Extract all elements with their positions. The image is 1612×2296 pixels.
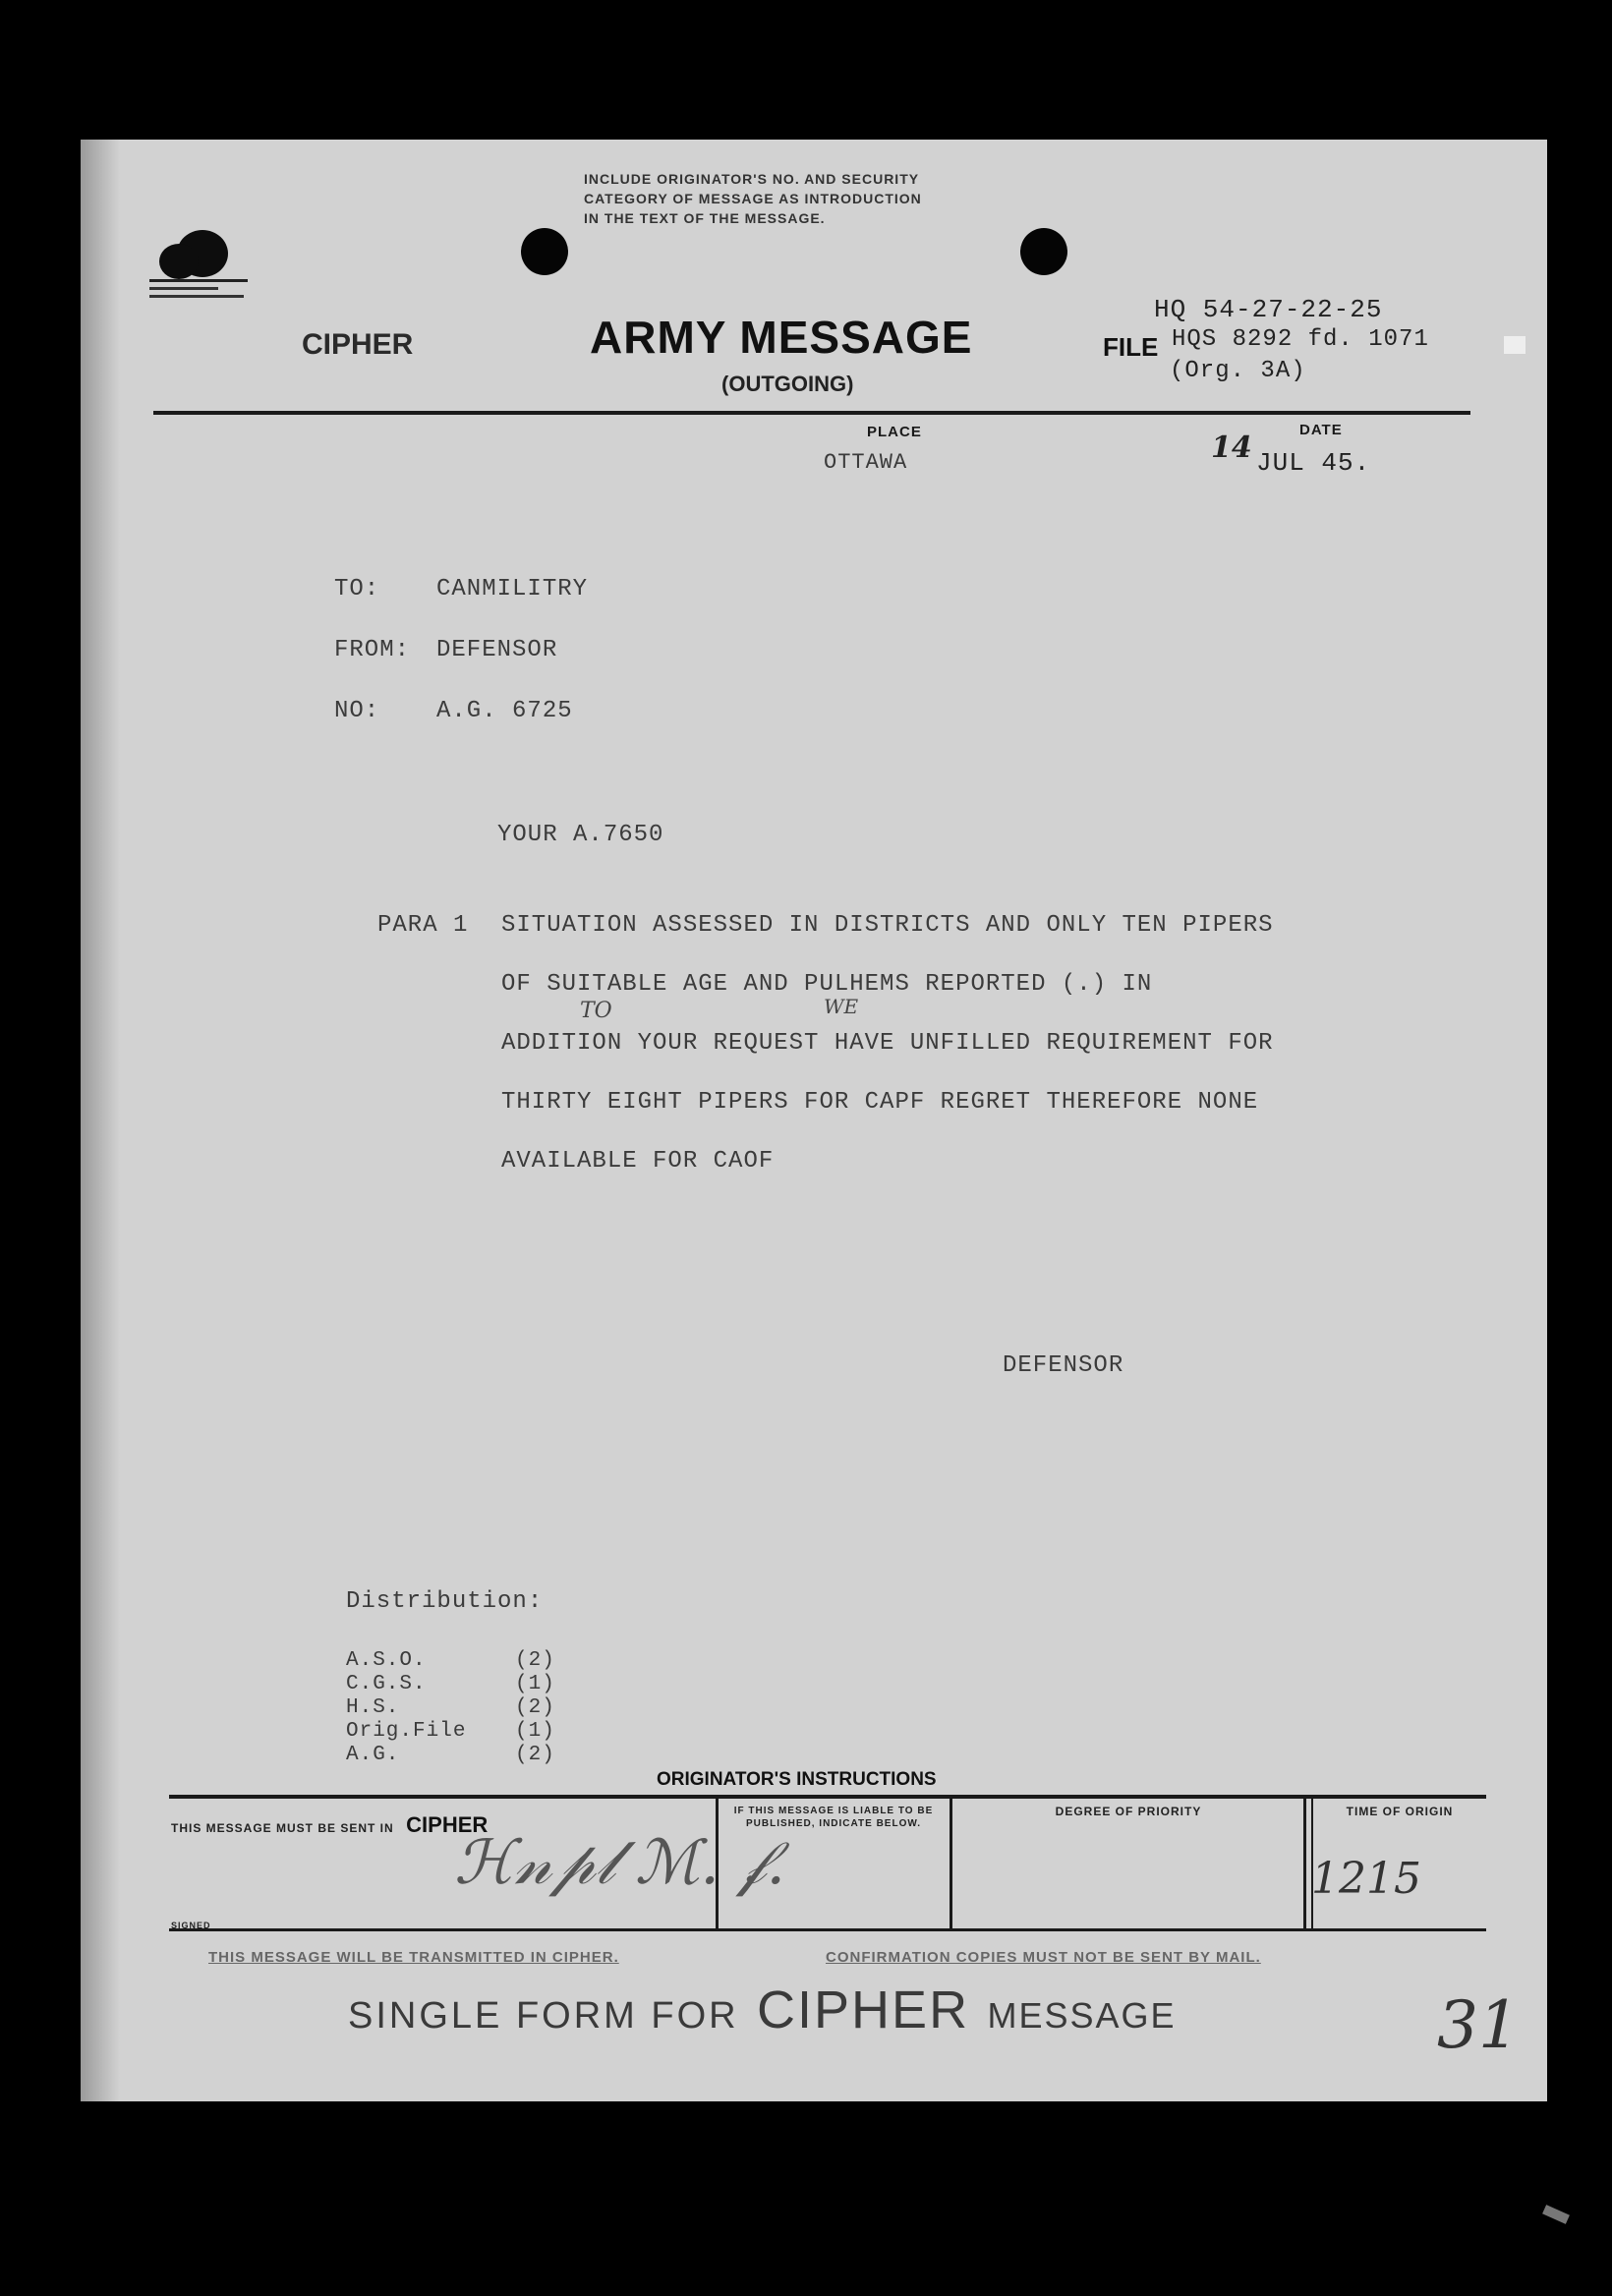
from-label: FROM: [334,637,411,663]
message-form-sheet [81,140,1547,2101]
form-title-part: SINGLE FORM FOR [348,1995,739,2037]
date-value: JUL 45. [1256,448,1371,478]
originator-section-title: ORIGINATOR'S INSTRUCTIONS [657,1769,937,1790]
originator-divider [1303,1797,1306,1930]
file-ref-line3: (Org. 3A) [1170,358,1306,384]
header-instructions [584,169,1095,228]
no-value: A.G. 6725 [436,698,573,724]
originator-top-rule [169,1795,1486,1799]
crest-logo [149,230,258,309]
body-line: THIRTY EIGHT PIPERS FOR CAPF REGRET THEREFORE NONE [501,1089,1259,1116]
distribution-count: (2) [515,1649,555,1672]
file-ref-line2: HQS 8292 fd. 1071 [1172,326,1429,353]
sent-in-value: CIPHER [406,1812,489,1837]
header-rule [153,411,1470,415]
sent-in-row [171,1812,488,1838]
distribution-item [346,1696,641,1720]
body-line: ADDITION YOUR REQUEST HAVE UNFILLED REQUIREMENT FOR [501,1030,1274,1057]
form-title-part: MESSAGE [987,1995,1177,2036]
file-ref-label: FILE [1103,332,1159,362]
distribution-name: A.G. [346,1744,400,1766]
time-of-origin-label: TIME OF ORIGIN [1346,1805,1454,1818]
signature: DEFENSOR [1003,1352,1124,1379]
distribution-name: C.G.S. [346,1673,427,1695]
footer-notice-right: CONFIRMATION COPIES MUST NOT BE SENT BY MAIL. [826,1949,1261,1966]
page-number: 31 [1437,1987,1520,2063]
distribution-count: (1) [515,1673,555,1695]
file-ref-line1: HQ 54-27-22-25 [1154,295,1383,324]
instruction-line: INCLUDE ORIGINATOR'S NO. AND SECURITY [584,171,920,187]
distribution-item [346,1744,641,1767]
publish-label: IF THIS MESSAGE IS LIABLE TO BE PUBLISHED, INDICATE BELOW. [733,1806,934,1829]
distribution-item [346,1649,641,1673]
scan-shadow [81,140,120,2101]
date-day-stamp: 14 [1211,430,1252,465]
form-title: ARMY MESSAGE [590,312,973,363]
distribution-count: (2) [515,1744,555,1766]
originator-bottom-rule [169,1928,1486,1931]
distribution-name: A.S.O. [346,1649,427,1672]
date-label: DATE [1299,422,1343,438]
distribution-item [346,1673,641,1696]
reference: YOUR A.7650 [497,822,664,848]
handwritten-signature: ℋ𝓃𝓅𝓁 ℳ. 𝒻. [454,1826,786,1898]
from-value: DEFENSOR [436,637,558,663]
no-label: NO: [334,698,380,724]
place-label: PLACE [867,424,922,440]
place-value: OTTAWA [824,450,908,475]
form-subtitle: (OUTGOING) [721,372,854,396]
instruction-line: IN THE TEXT OF THE MESSAGE. [584,210,826,226]
sent-in-label: THIS MESSAGE MUST BE SENT IN [171,1821,394,1835]
insert-we: WE [824,995,859,1018]
cipher-label: CIPHER [302,328,414,361]
distribution-list [346,1649,641,1767]
to-label: TO: [334,576,380,603]
punch-hole-left [521,228,568,275]
distribution-count: (1) [515,1720,555,1743]
distribution-item [346,1720,641,1744]
to-value: CANMILITRY [436,576,589,603]
distribution-count: (2) [515,1696,555,1719]
body-line: SITUATION ASSESSED IN DISTRICTS AND ONLY TEN PIPERS [501,912,1274,939]
insert-to: TO [580,999,612,1023]
scan-artifact [1542,2205,1570,2224]
distribution-title: Distribution: [346,1588,544,1615]
instruction-line: CATEGORY OF MESSAGE AS INTRODUCTION [584,191,922,206]
scan-artifact [1504,336,1526,354]
form-title-cipher: CIPHER [757,1980,970,2039]
priority-label: DEGREE OF PRIORITY [1055,1805,1202,1818]
para-label: PARA 1 [377,912,469,939]
form-footer-title [348,1980,1177,2040]
punch-hole-right [1020,228,1067,275]
body-line: OF SUITABLE AGE AND PULHEMS REPORTED (.) IN [501,971,1153,998]
distribution-name: Orig.File [346,1720,467,1743]
body-line: AVAILABLE FOR CAOF [501,1148,775,1175]
signed-label: SIGNED [171,1921,211,1930]
distribution-name: H.S. [346,1696,400,1719]
time-of-origin-value: 1215 [1311,1854,1421,1904]
footer-notice-left: THIS MESSAGE WILL BE TRANSMITTED IN CIPHER. [208,1949,619,1966]
originator-divider [950,1797,952,1930]
